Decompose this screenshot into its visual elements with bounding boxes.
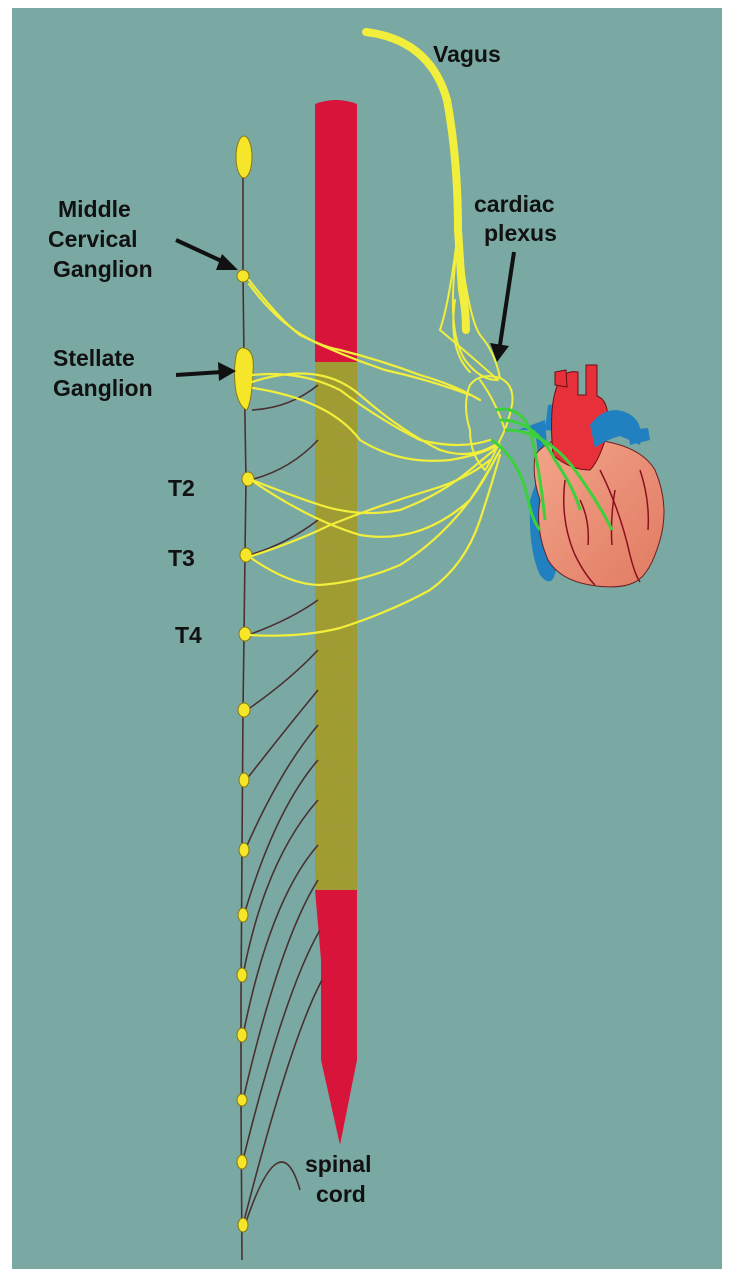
t11-ganglion bbox=[237, 1094, 247, 1106]
label-middle-cervical-3: Ganglion bbox=[53, 256, 153, 282]
t6-ganglion bbox=[239, 773, 249, 787]
t8-ganglion bbox=[238, 908, 248, 922]
label-spinal-cord-1: spinal bbox=[305, 1151, 372, 1177]
t7-ganglion bbox=[239, 843, 249, 857]
t5-ganglion bbox=[238, 703, 250, 717]
label-cardiac-plexus-2: plexus bbox=[484, 220, 557, 246]
t3-ganglion bbox=[240, 548, 252, 562]
label-middle-cervical-1: Middle bbox=[58, 196, 131, 222]
middle-cervical-ganglion bbox=[237, 270, 249, 282]
spinal-cord-upper bbox=[315, 100, 357, 362]
t12-ganglion bbox=[237, 1155, 247, 1169]
spinal-cord bbox=[315, 100, 357, 1145]
label-middle-cervical-2: Cervical bbox=[48, 226, 138, 252]
superior-cervical-ganglion bbox=[236, 136, 252, 178]
label-t2: T2 bbox=[168, 475, 195, 501]
label-stellate-2: Ganglion bbox=[53, 375, 153, 401]
label-vagus: Vagus bbox=[433, 41, 501, 67]
label-cardiac-plexus-1: cardiac bbox=[474, 191, 555, 217]
l1-ganglion bbox=[238, 1218, 248, 1232]
label-t4: T4 bbox=[175, 622, 202, 648]
label-stellate-1: Stellate bbox=[53, 345, 135, 371]
t9-ganglion bbox=[237, 968, 247, 982]
t10-ganglion bbox=[237, 1028, 247, 1042]
label-spinal-cord-2: cord bbox=[316, 1181, 366, 1207]
t4-ganglion bbox=[239, 627, 251, 641]
label-t3: T3 bbox=[168, 545, 195, 571]
